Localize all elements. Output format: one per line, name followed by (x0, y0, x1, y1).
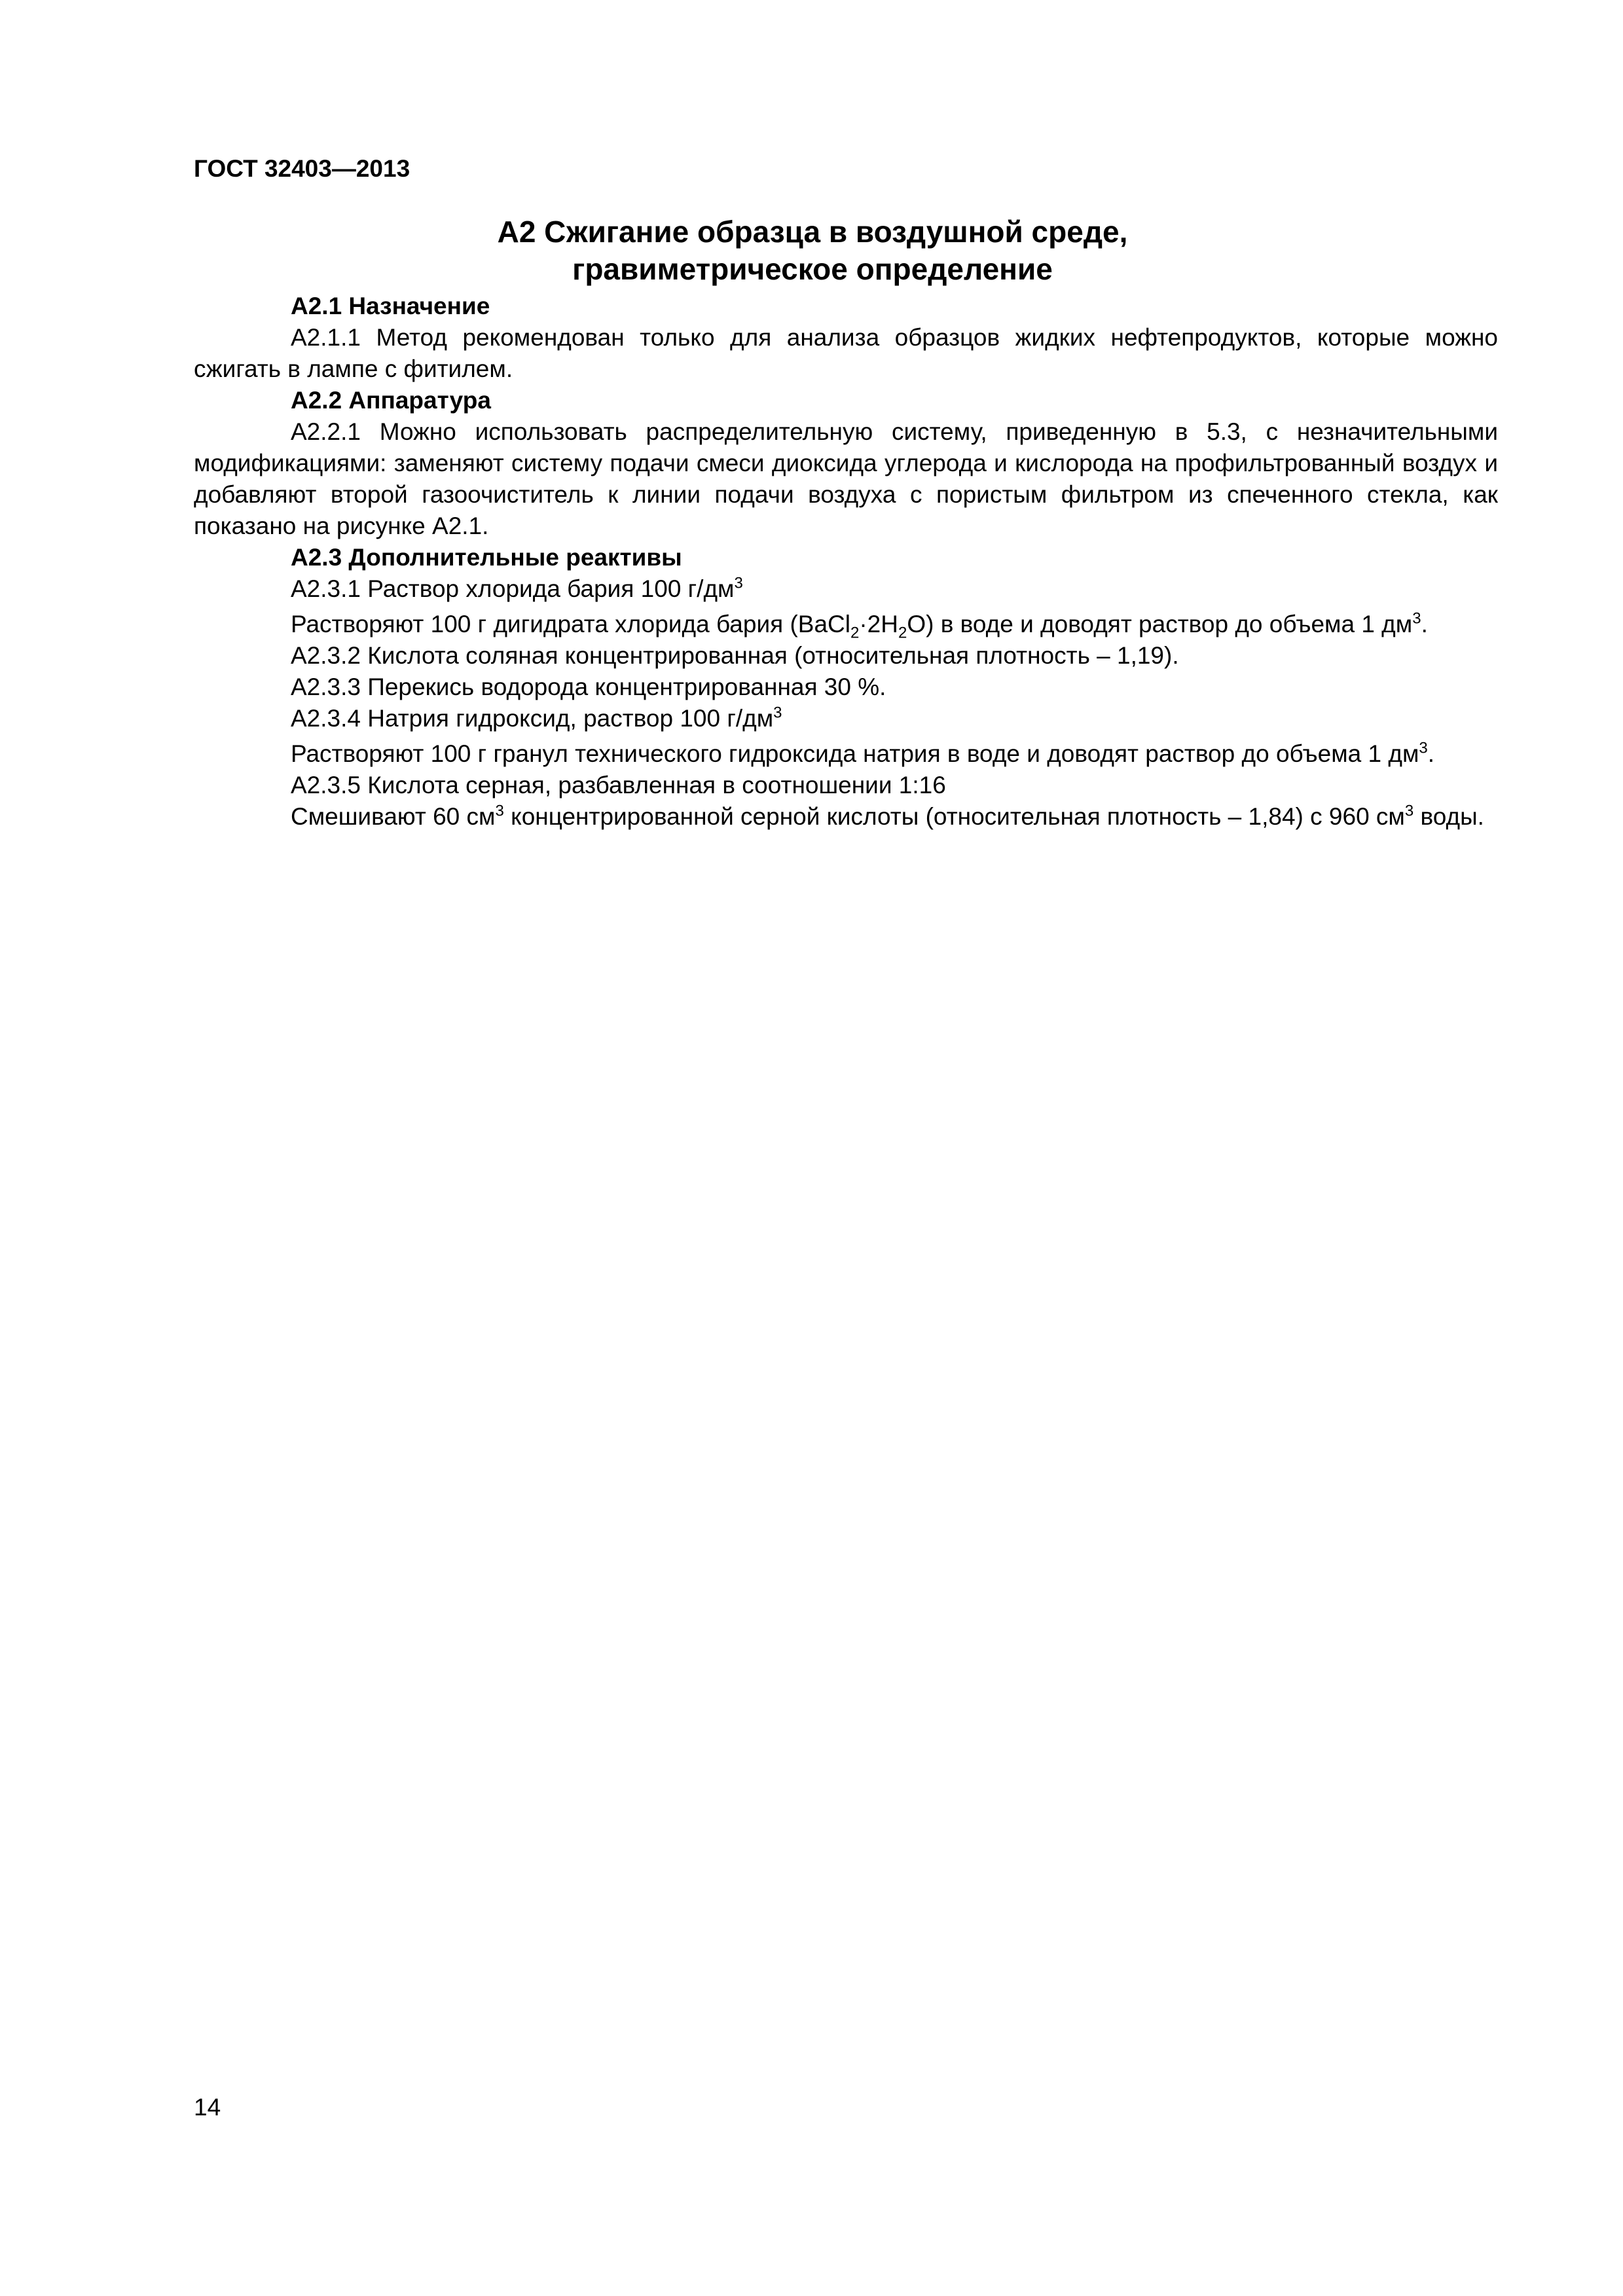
subscript: 2 (898, 624, 907, 642)
document-body (194, 291, 1498, 833)
paragraph-a2-3-1-text (194, 609, 1498, 640)
document-code-header: ГОСТ 32403—2013 (194, 155, 410, 182)
superscript: 3 (734, 574, 743, 592)
subsection-heading-a2-1: А2.1 Назначение (291, 293, 490, 319)
paragraph-a2-3-5-title: А2.3.5 Кислота серная, разбавленная в соотношении 1:16 (291, 772, 946, 798)
text-run: А2.3.1 Раствор хлорида бария 100 г/дм (291, 575, 735, 602)
paragraph-a2-2-1: А2.2.1 Можно использовать распределительную систему, приведенную в 5.3, с незначительными модификациями: заменяют систему подачи смеси диоксида углерода и кислорода на профильтрованный воздух и добавляют второй газоочиститель к линии подачи воздуха с пористым фильтром из спеченного стекла, как показано на рисунке А2.1. (194, 418, 1498, 539)
section-title (194, 213, 1431, 288)
paragraph-a2-3-4-text (194, 738, 1498, 770)
text-run: воды. (1413, 803, 1484, 830)
text-run: Растворяют 100 г гранул технического гидроксида натрия в воде и доводят раствор до объема 1 дм (291, 740, 1419, 767)
subscript: 2 (850, 624, 860, 642)
paragraph-a2-3-5-text (194, 801, 1498, 833)
paragraph-a2-3-4-title (194, 703, 1498, 734)
text-run: O) в воде и доводят раствор до объема 1 дм (907, 611, 1413, 637)
text-run: . (1421, 611, 1428, 637)
text-run: Растворяют 100 г дигидрата хлорида бария (BaCl (291, 611, 850, 637)
text-run: А2.3.4 Натрия гидроксид, раствор 100 г/дм (291, 705, 774, 732)
page-number: 14 (194, 2094, 221, 2121)
text-run: . (1427, 740, 1435, 767)
text-run: ·2H (859, 611, 898, 637)
section-title-line-2: гравиметрическое определение (572, 252, 1053, 286)
text-run: концентрированной серной кислоты (относительная плотность – 1,84) с 960 см (503, 803, 1405, 830)
superscript: 3 (495, 802, 504, 820)
section-title-line-1: А2 Сжигание образца в воздушной среде, (497, 215, 1128, 249)
paragraph-a2-1-1: А2.1.1 Метод рекомендован только для анализа образцов жидких нефтепродуктов, которые можно сжигать в лампе с фитилем. (194, 324, 1498, 382)
paragraph-a2-3-1-title (194, 573, 1498, 605)
paragraph-a2-3-3: А2.3.3 Перекись водорода концентрированная 30 %. (291, 673, 886, 700)
subsection-heading-a2-3: А2.3 Дополнительные реактивы (291, 544, 682, 571)
superscript: 3 (1404, 802, 1414, 820)
superscript: 3 (1412, 609, 1421, 628)
paragraph-a2-3-2: А2.3.2 Кислота соляная концентрированная (относительная плотность – 1,19). (291, 642, 1179, 669)
superscript: 3 (1419, 739, 1428, 757)
subsection-heading-a2-2: А2.2 Аппаратура (291, 387, 491, 414)
text-run: Смешивают 60 см (291, 803, 496, 830)
superscript: 3 (773, 704, 782, 722)
